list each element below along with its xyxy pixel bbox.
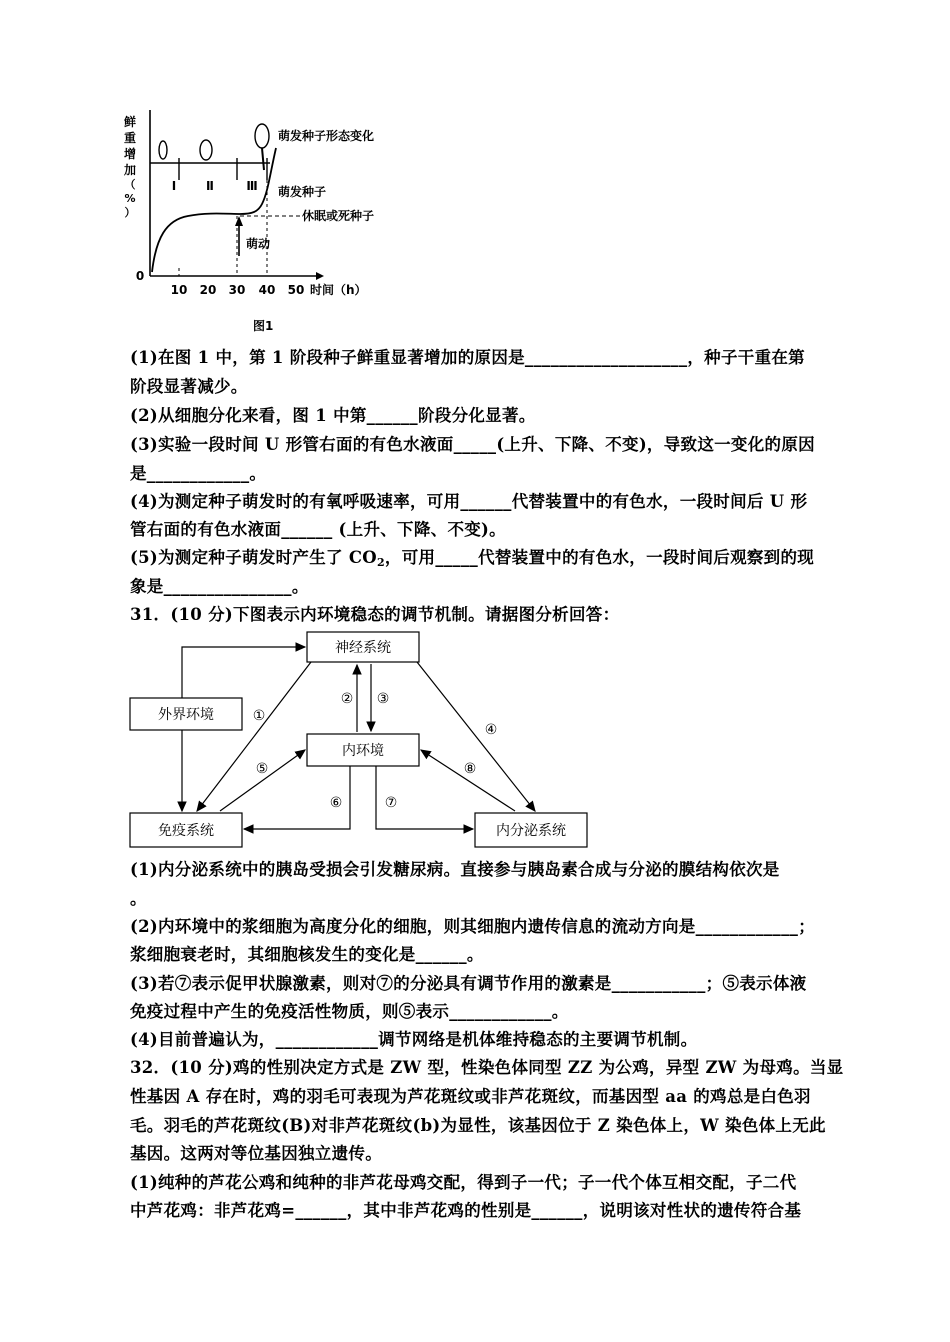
text-line: (3)实验一段时间 U 形管右面的有色水液面_____(上升、下降、不变)，导致这一变化的原因 (130, 435, 815, 454)
x-tick-label: 20 (199, 283, 217, 297)
x-axis-unit: 时间（h） (310, 283, 367, 297)
node-environment-label: 外界环境 (158, 707, 214, 723)
co2-subscript: 2 (376, 556, 385, 569)
arrow-5 (220, 750, 305, 811)
question-32-line: 32．(10 分)鸡的性别决定方式是 ZW 型，性染色体同型 ZZ 为公鸡，异型 ZW 为母鸡。当显 (130, 1058, 844, 1077)
germination-curve (152, 148, 276, 272)
sprout-arrowhead (235, 216, 243, 226)
text-line: 管右面的有色水液面______ (上升、下降、不变)。 (130, 520, 506, 539)
text-line: 免疫过程中产生的免疫活性物质，则⑤表示____________。 (130, 1002, 569, 1021)
arrow-label-4: ④ (484, 722, 498, 738)
text-line: (1)内分泌系统中的胰岛受损会引发糖尿病。直接参与胰岛素合成与分泌的膜结构依次是 (130, 860, 780, 879)
text-line: 基因。这两对等位基因独立遗传。 (130, 1144, 382, 1163)
text-line: 毛。羽毛的芦花斑纹(B)对非芦花斑纹(b)为显性，该基因位于 Z 染色体上，W 染色体上无此 (130, 1116, 826, 1135)
arrow-1 (197, 662, 311, 811)
text-line: (4)为测定种子萌发时的有氧呼吸速率，可用______代替装置中的有色水，一段时间后 U 形 (130, 492, 808, 511)
label-sprout: 萌动 (246, 237, 271, 251)
x-tick-label: 30 (228, 283, 246, 297)
arrow-label-6: ⑥ (329, 795, 343, 811)
label-shape-change: 萌发种子形态变化 (278, 129, 375, 143)
arrow-label-5: ⑤ (255, 761, 269, 777)
figure-2-homeostasis-diagram (125, 630, 600, 855)
y-axis-label-char: ） (124, 206, 136, 219)
figure-1-germination-curve (118, 108, 418, 338)
text-line: (3)若⑦表示促甲状腺激素，则对⑦的分泌具有调节作用的激素是___________；⑤表示体液 (130, 974, 807, 993)
y-axis-label-char: 增 (123, 147, 137, 161)
seed-shape-stage3 (255, 124, 269, 148)
seed-sprout (262, 148, 264, 170)
y-axis-label-char: 重 (123, 131, 137, 145)
text-line: 浆细胞衰老时，其细胞核发生的变化是______。 (130, 945, 484, 964)
node-endocrine-label: 内分泌系统 (496, 823, 566, 839)
seed-shape-stage1 (159, 141, 167, 159)
node-nervous-label: 神经系统 (335, 640, 391, 656)
q5-part-a: (5)为测定种子萌发时产生了 CO (130, 548, 377, 567)
x-tick-label: 10 (170, 283, 188, 297)
arrow-label-8: ⑧ (463, 761, 477, 777)
text-line: 中芦花鸡：非芦花鸡=______，其中非芦花鸡的性别是______，说明该对性状的遗传符合基 (130, 1201, 802, 1220)
y-axis-label-char: 加 (123, 163, 137, 177)
x-tick-label: 40 (258, 283, 276, 297)
arrow-label-2: ② (340, 691, 354, 707)
text-line: 阶段显著减少。 (130, 377, 248, 396)
text-line: (2)从细胞分化来看，图 1 中第______阶段分化显著。 (130, 406, 536, 425)
text-line: 性基因 A 存在时，鸡的羽毛可表现为芦花斑纹或非芦花斑纹，而基因型 aa 的鸡总是白色羽 (130, 1087, 811, 1106)
text-line: (1)在图 1 中，第 1 阶段种子鲜重显著增加的原因是___________________，种子干重在第 (130, 348, 805, 367)
stage-label: Ⅰ (171, 179, 177, 193)
label-germinating: 萌发种子 (278, 185, 327, 199)
y-axis-label-char: （ (124, 178, 136, 191)
origin-label: 0 (135, 269, 145, 283)
stage-label: Ⅲ (246, 179, 258, 193)
arrow-env-to-nervous (182, 647, 305, 698)
stage-label: Ⅱ (206, 179, 214, 193)
arrow-4 (417, 662, 535, 811)
arrow-label-7: ⑦ (384, 795, 398, 811)
y-axis-label-char: % (124, 192, 136, 205)
text-line: 象是_______________。 (130, 577, 309, 596)
text-line: 。 (130, 889, 147, 908)
seed-shape-stage2 (200, 140, 212, 160)
x-tick-label: 50 (287, 283, 305, 297)
q5-part-b: ，可用_____代替装置中的有色水，一段时间后观察到的现 (384, 548, 815, 567)
text-line: (4)目前普遍认为，____________调节网络是机体维持稳态的主要调节机制。 (130, 1030, 698, 1049)
node-immune-label: 免疫系统 (158, 823, 214, 839)
arrow-8 (421, 750, 515, 811)
text-line: (2)内环境中的浆细胞为高度分化的细胞，则其细胞内遗传信息的流动方向是____________； (130, 917, 815, 936)
y-axis-label-char: 鲜 (123, 115, 137, 129)
question-31-title: 31．(10 分)下图表示内环境稳态的调节机制。请据图分析回答： (130, 605, 620, 624)
text-line-q5 (130, 546, 890, 575)
node-internal-label: 内环境 (342, 743, 384, 759)
text-line: 是____________。 (130, 464, 267, 483)
label-dormant: 休眠或死种子 (302, 209, 375, 223)
arrow-label-1: ① (252, 708, 266, 724)
x-axis-arrow (316, 272, 324, 280)
arrow-label-3: ③ (376, 691, 390, 707)
text-line: (1)纯种的芦花公鸡和纯种的非芦花母鸡交配，得到子一代；子一代个体互相交配，子二代 (130, 1173, 797, 1192)
figure-caption: 图1 (253, 319, 274, 333)
